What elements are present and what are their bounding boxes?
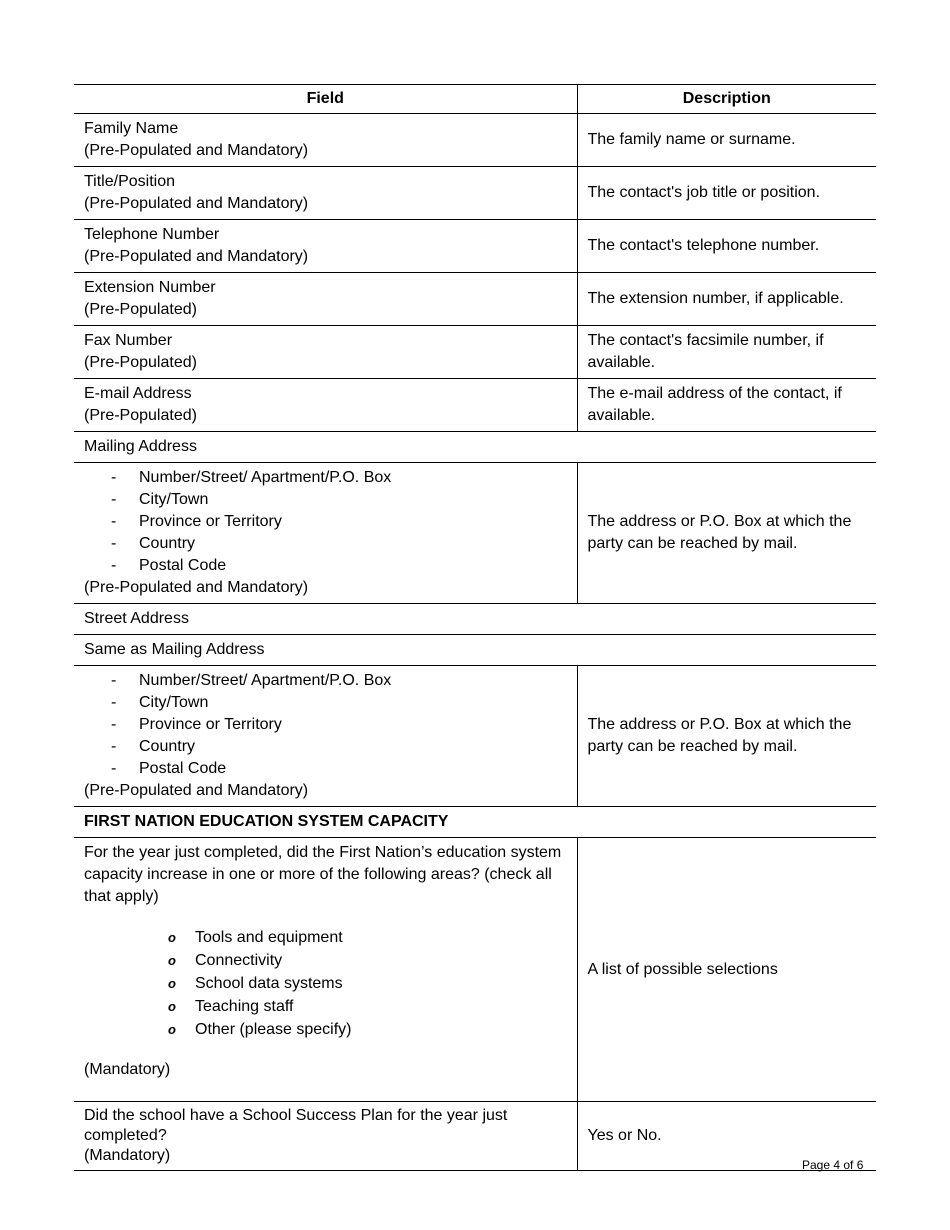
description-cell: Yes or No.: [577, 1102, 876, 1171]
field-note: (Pre-Populated): [84, 407, 197, 424]
table-row: [74, 114, 876, 167]
street-address-row: [74, 666, 876, 807]
field-cell: [74, 666, 577, 807]
description-cell: A list of possible selections: [577, 838, 876, 1102]
field-note: (Pre-Populated): [84, 301, 197, 318]
field-cell: [74, 838, 577, 1102]
field-note: (Pre-Populated and Mandatory): [84, 142, 309, 159]
dash-bullet: -: [111, 491, 117, 508]
mailing-address-heading-row: [74, 432, 876, 463]
table-row: [74, 220, 876, 273]
list-item: - Postal Code: [84, 758, 567, 780]
street-address-label: Street Address: [74, 604, 876, 635]
field-cell: [74, 273, 577, 326]
plan-row: [74, 1102, 876, 1171]
table-row: [74, 379, 876, 432]
dash-bullet: -: [111, 694, 117, 711]
mailing-address-row: [74, 463, 876, 604]
same-as-mailing-row: [74, 635, 876, 666]
description-cell: The e-mail address of the contact, if available.: [577, 379, 876, 432]
table-header-row: [74, 85, 876, 114]
list-item: o Connectivity: [84, 949, 567, 972]
circle-bullet-icon: o: [168, 999, 176, 1014]
field-cell: [74, 114, 577, 167]
field-note: (Pre-Populated and Mandatory): [84, 579, 309, 596]
capacity-option-list: [84, 926, 567, 1041]
field-name: Title/Position: [84, 173, 175, 190]
field-cell: [74, 220, 577, 273]
description-cell: The contact's facsimile number, if available.: [577, 326, 876, 379]
description-cell: The address or P.O. Box at which the party can be reached by mail.: [577, 666, 876, 807]
dash-bullet: -: [111, 738, 117, 755]
list-item: o Other (please specify): [84, 1018, 567, 1041]
list-item: o Teaching staff: [84, 995, 567, 1018]
field-note: (Pre-Populated and Mandatory): [84, 782, 309, 799]
capacity-question: For the year just completed, did the First Nation’s education system capacity increase in one or more of the following areas? (check all that apply): [84, 844, 562, 905]
description-cell: The family name or surname.: [577, 114, 876, 167]
header-description: Description: [577, 85, 876, 114]
circle-bullet-icon: o: [168, 953, 176, 968]
field-note: (Pre-Populated): [84, 354, 197, 371]
description-cell: The contact's telephone number.: [577, 220, 876, 273]
field-note: (Pre-Populated and Mandatory): [84, 195, 309, 212]
circle-bullet-icon: o: [168, 930, 176, 945]
section-heading: FIRST NATION EDUCATION SYSTEM CAPACITY: [74, 807, 876, 838]
field-description-table: [74, 84, 876, 1171]
field-cell: [74, 1102, 577, 1171]
field-note: (Mandatory): [84, 1061, 171, 1078]
dash-bullet: -: [111, 557, 117, 574]
dash-bullet: -: [111, 535, 117, 552]
description-cell: The extension number, if applicable.: [577, 273, 876, 326]
list-item: o School data systems: [84, 972, 567, 995]
field-cell: [74, 326, 577, 379]
field-name: Fax Number: [84, 332, 173, 349]
list-item: - Number/Street/ Apartment/P.O. Box: [84, 670, 567, 692]
dash-bullet: -: [111, 716, 117, 733]
address-item-list: [84, 670, 567, 780]
table-row: [74, 273, 876, 326]
list-item: - Province or Territory: [84, 511, 567, 533]
field-name: Telephone Number: [84, 226, 220, 243]
list-item: - City/Town: [84, 692, 567, 714]
circle-bullet-icon: o: [168, 1022, 176, 1037]
field-note: (Pre-Populated and Mandatory): [84, 248, 309, 265]
field-note: (Mandatory): [84, 1147, 171, 1164]
field-cell: [74, 463, 577, 604]
list-item: - Country: [84, 736, 567, 758]
address-item-list: [84, 467, 567, 577]
dash-bullet: -: [111, 672, 117, 689]
plan-question: Did the school have a School Success Plan for the year just completed?: [84, 1107, 508, 1144]
list-item: - Province or Territory: [84, 714, 567, 736]
description-cell: The contact's job title or position.: [577, 167, 876, 220]
header-field: Field: [74, 85, 577, 114]
capacity-row: [74, 838, 876, 1102]
mailing-address-label: Mailing Address: [74, 432, 876, 463]
page-number: Page 4 of 6: [802, 1158, 864, 1172]
description-cell: The address or P.O. Box at which the party can be reached by mail.: [577, 463, 876, 604]
list-item: - Postal Code: [84, 555, 567, 577]
table-row: [74, 326, 876, 379]
field-cell: [74, 379, 577, 432]
list-item: - Country: [84, 533, 567, 555]
field-name: E-mail Address: [84, 385, 192, 402]
table-row: [74, 167, 876, 220]
circle-bullet-icon: o: [168, 976, 176, 991]
same-as-mailing-label: Same as Mailing Address: [74, 635, 876, 666]
dash-bullet: -: [111, 760, 117, 777]
section-heading-row: [74, 807, 876, 838]
dash-bullet: -: [111, 469, 117, 486]
list-item: - City/Town: [84, 489, 567, 511]
field-name: Extension Number: [84, 279, 216, 296]
field-name: Family Name: [84, 120, 179, 137]
street-address-heading-row: [74, 604, 876, 635]
dash-bullet: -: [111, 513, 117, 530]
list-item: o Tools and equipment: [84, 926, 567, 949]
field-cell: [74, 167, 577, 220]
list-item: - Number/Street/ Apartment/P.O. Box: [84, 467, 567, 489]
